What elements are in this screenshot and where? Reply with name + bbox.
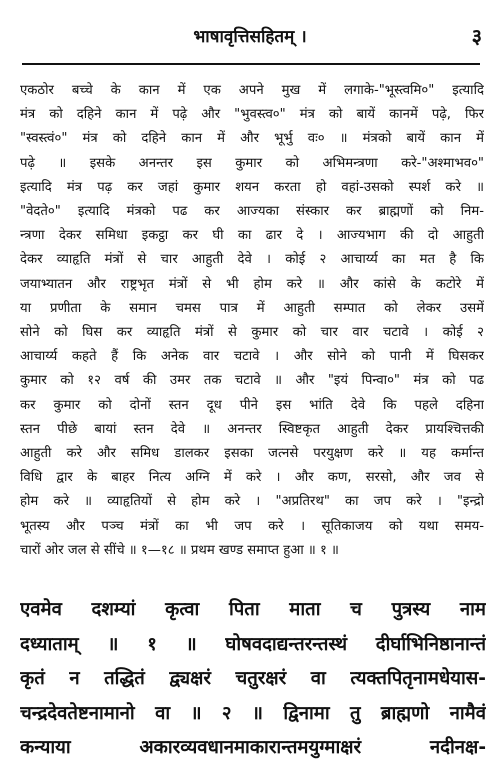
commentary-line: आचार्य्य कहते हैं कि अनेक वार चटावे । और सोने को पानी में घिसकर bbox=[20, 349, 484, 365]
page-header bbox=[12, 24, 488, 56]
commentary-block bbox=[20, 79, 484, 563]
commentary-line: सोने को घिस कर व्याहृति मंत्रों से कुमार को चार वार चटावे । कोई २ bbox=[20, 325, 484, 341]
sutra-line: एवमेव दशम्यां कृत्वा पिता माता च पुत्रस्य नाम bbox=[20, 599, 486, 620]
commentary-line: जयाभ्यातन और राष्ट्रभृत मंत्रों से भी होम करे ॥ और कांसे के कटोरे में bbox=[20, 276, 484, 292]
commentary-line: "स्वस्त्वं०" मंत्र को दहिने कान में और भूर्भु वः० ॥ मंत्रको बायें कान में bbox=[20, 131, 484, 147]
sutra-line: कन्याया अकारव्यवधानमाकारान्तमयुग्माक्षरं नदीनक्ष- bbox=[20, 737, 486, 758]
commentary-line: या प्रणीता के समान चमस पात्र में आहुती सम्पात को लेकर उसमें bbox=[20, 300, 484, 316]
sutra-line: दध्याताम् ॥ १ ॥ घोषवदाद्यन्तरन्तस्थं दीर्घाभिनिष्ठानान्तं bbox=[20, 633, 486, 655]
commentary-line: पढ़े ॥ इसके अनन्तर इस कुमार को अभिमन्त्रणा करे-"अश्माभव०" bbox=[20, 155, 484, 171]
commentary-line: इत्यादि मंत्र पढ़ कर जहां कुमार शयन करता हो वहां-उसको स्पर्श करे ॥ bbox=[20, 179, 484, 195]
header-rule bbox=[22, 63, 480, 65]
sutra-line: कृतं न तद्धितं द्व्यक्षरं चतुरक्षरं वा त्यक्तपितृनामधेयास- bbox=[20, 668, 486, 689]
sutra-block bbox=[20, 593, 486, 766]
commentary-line: कुमार को १२ वर्ष की उमर तक चटावे ॥ और "इयं पिन्वा०" मंत्र को पढ bbox=[20, 373, 484, 389]
commentary-line: देकर व्याहृति मंत्रों से चार आहुती देवे । कोई २ आचार्य्य का मत है कि bbox=[20, 252, 484, 268]
commentary-line: होम करे ॥ व्याहृतियों से होम करे । "अप्रतिरथ" का जप करे । "इन्द्रो bbox=[20, 494, 484, 510]
commentary-line: चारों ओर जल से सींचे ॥ १—१८ ॥ प्रथम खण्ड समाप्त हुआ ॥ १ ॥ bbox=[20, 542, 339, 558]
commentary-line: विधि द्वार के बाहर नित्य अग्नि में करे । और कण, सरसो, और जव से bbox=[20, 470, 484, 486]
commentary-line: मंत्र को दहिने कान में पढ़े और "भुवस्त्व०" मंत्र को बायें कानमें पढ़े, फिर bbox=[20, 107, 484, 123]
page-number: ३ bbox=[471, 24, 482, 48]
commentary-line: स्तन पीछे बायां स्तन देवे ॥ अनन्तर स्विष्टकृत आहुती देकर प्रायश्चित्तकी bbox=[20, 421, 484, 437]
commentary-line: न्त्रणा देकर समिधा इकट्ठा कर घी का ढार दे । आज्यभाग की दो आहुती bbox=[20, 228, 484, 244]
commentary-line: भूतस्य और पञ्च मंत्रों का भी जप करे । सूतिकाजय को यथा समय- bbox=[20, 518, 484, 534]
commentary-line: आहुती करे और समिध डालकर इसका जत्नसे परयुक्षण करे ॥ यह कर्मान्त bbox=[20, 446, 484, 462]
commentary-line: कर कुमार को दोनों स्तन दूध पीने इस भांति देवे कि पहले दहिना bbox=[20, 397, 484, 413]
commentary-line: एकठोर बच्चे के कान में एक अपने मुख में लगाके-"भूस्त्वमि०" इत्यादि bbox=[20, 83, 484, 98]
running-title: भाषावृत्तिसहितम् । bbox=[193, 27, 307, 47]
sutra-line: चन्द्रदेवतेष्टनामानो वा ॥ २ ॥ द्विनामा तु ब्राह्मणो नामैवं bbox=[20, 702, 486, 724]
commentary-line: "वेदते०" इत्यादि मंत्रको पढ कर आज्यका संस्कार कर ब्राह्मणों को निम- bbox=[20, 204, 484, 220]
